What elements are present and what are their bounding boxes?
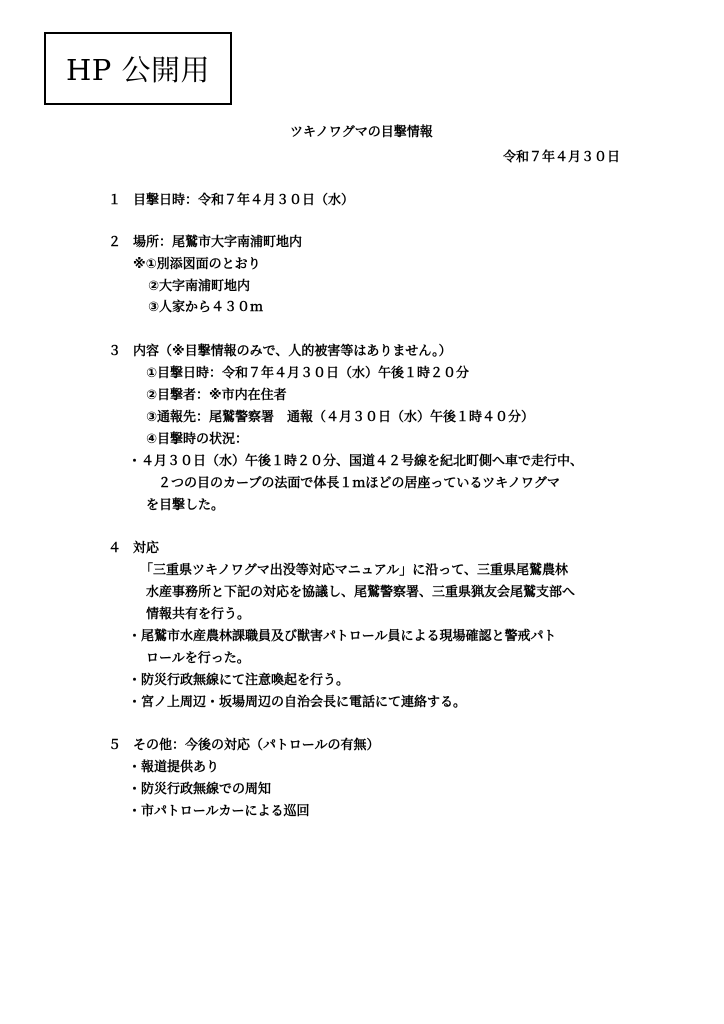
section-5-line: ・市パトロールカーによる巡回 [128, 804, 310, 819]
section-3-line: ①目撃日時：令和７年４月３０日（水）午後１時２０分 [146, 366, 470, 381]
document-date: 令和７年４月３０日 [502, 150, 620, 165]
public-stamp: HP 公開用 [44, 32, 232, 105]
section-4-line: ・防災行政無線にて注意喚起を行う。 [128, 673, 350, 688]
section-5-number: ５ [108, 738, 122, 753]
section-4-line: 水産事務所と下記の対応を協議し、尾鷲警察署、三重県猟友会尾鷲支部へ [146, 585, 576, 600]
section-3-line: ④目撃時の状況： [146, 432, 249, 447]
section-2-line: ※①別添図面のとおり [133, 257, 261, 272]
section-4-heading: 対応 [133, 541, 160, 556]
section-1-heading: 目撃日時：令和７年４月３０日（水） [133, 193, 355, 208]
section-4-line: 情報共有を行う。 [146, 607, 251, 622]
section-4-line: ・尾鷲市水産農林課職員及び獣害パトロール員による現場確認と警戒パト [128, 629, 557, 644]
section-1-number: １ [108, 193, 122, 208]
section-4-line: ロールを行った。 [146, 651, 250, 666]
section-3-line: ・４月３０日（水）午後１時２０分、国道４２号線を紀北町側へ車で走行中、 [128, 454, 584, 469]
section-3-line: ②目撃者：※市内在住者 [146, 388, 287, 403]
section-3-number: ３ [108, 344, 122, 359]
section-5-line: ・防災行政無線での周知 [128, 782, 272, 797]
section-2-line: ②大字南浦町地内 [148, 279, 251, 294]
section-4-number: ４ [108, 541, 122, 556]
section-3-line: ③通報先：尾鷲警察署 通報（４月３０日（水）午後１時４０分） [146, 410, 535, 425]
section-4-line: ・宮ノ上周辺・坂場周辺の自治会長に電話にて連絡する。 [128, 695, 467, 710]
section-4-line: 「三重県ツキノワグマ出没等対応マニュアル」に沿って、三重県尾鷲農林 [140, 563, 568, 578]
section-5-heading: その他：今後の対応（パトロールの有無） [133, 738, 380, 753]
section-2-heading: 場所：尾鷲市大字南浦町地内 [133, 235, 303, 250]
section-3-line: を目撃した。 [146, 498, 225, 513]
section-2-line: ③人家から４３０ｍ [148, 300, 264, 315]
page-title: ツキノワグマの目撃情報 [290, 125, 433, 140]
section-2-number: ２ [108, 235, 122, 250]
section-3-heading: 内容（※目撃情報のみで、人的被害等はありません。） [133, 344, 452, 359]
section-5-line: ・報道提供あり [128, 760, 220, 775]
section-3-line: ２つの目のカーブの法面で体長１ｍほどの居座っているツキノワグマ [158, 476, 560, 491]
